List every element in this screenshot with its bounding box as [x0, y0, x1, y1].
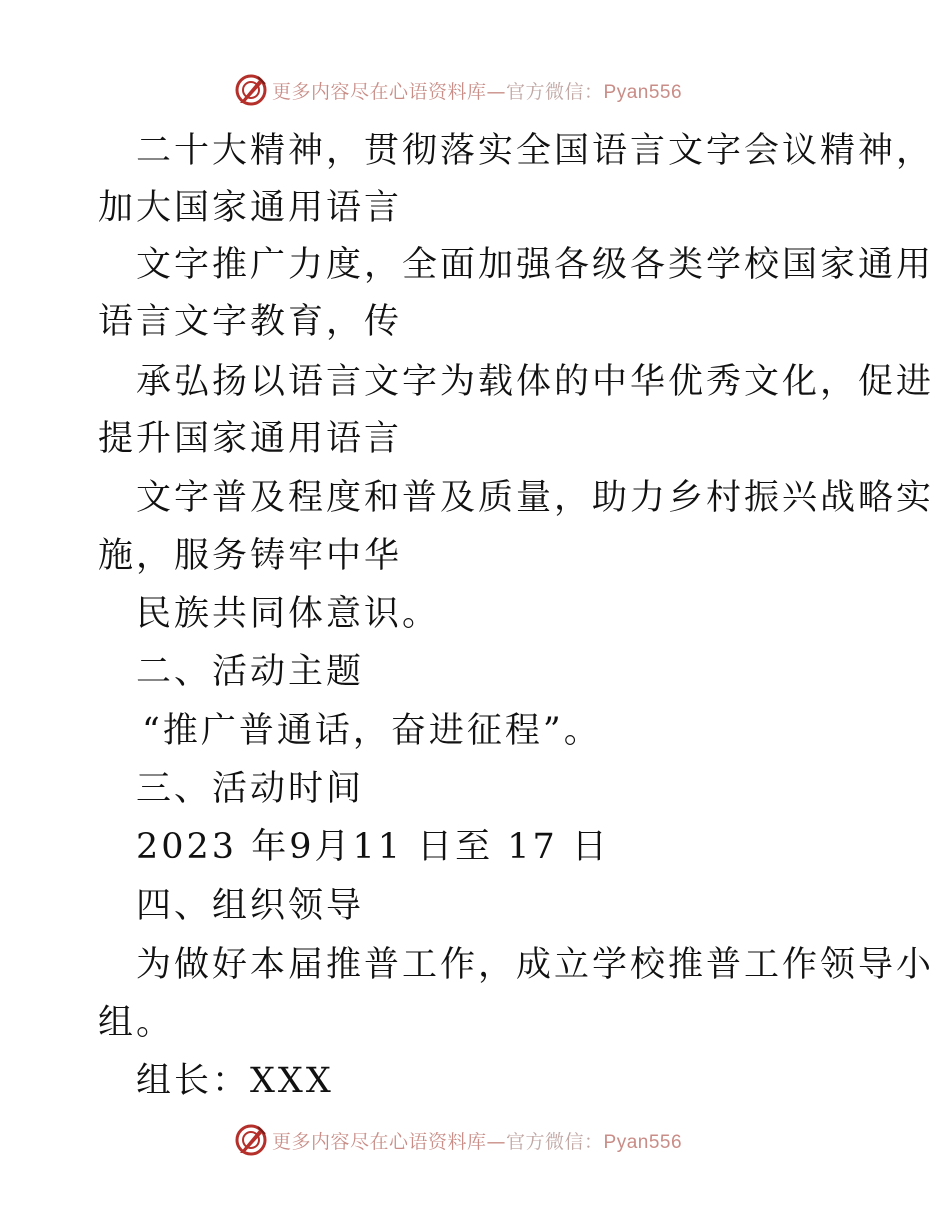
text-line-7: 文字普及程度和普及质量，助力乡村振兴战略实: [136, 478, 935, 518]
footer-watermark: [234, 1120, 682, 1160]
activity-dates: 2023 年9月11 日至 17 日: [136, 827, 610, 867]
watermark-wechat-id: Pyan556: [603, 1131, 683, 1153]
watermark-sub-text: 官方微信：: [506, 80, 604, 103]
team-leader-line: 组长：XXX: [136, 1061, 334, 1101]
text-line-3: 文字推广力度，全面加强各级各类学校国家通用: [136, 245, 935, 285]
watermark-dash: —: [486, 80, 507, 103]
theme-slogan: “推广普通话，奋进征程”。: [142, 711, 602, 751]
section-heading-organization: 四、组织领导: [136, 886, 365, 926]
watermark-wechat-id: Pyan556: [603, 81, 683, 103]
text-line-5: 承弘扬以语言文字为载体的中华优秀文化，促进: [136, 362, 935, 402]
text-line-4: 语言文字教育，传: [98, 302, 403, 342]
quill-logo-icon: [234, 73, 268, 107]
section-heading-theme: 二、活动主题: [136, 652, 365, 692]
text-line-6: 提升国家通用语言: [98, 419, 403, 459]
text-line-16: 组。: [98, 1003, 175, 1043]
watermark-main-text: 更多内容尽在心语资料库: [272, 1130, 487, 1153]
text-line-8: 施，服务铸牢中华: [98, 536, 403, 576]
text-line-2: 加大国家通用语言: [98, 188, 403, 228]
text-line-9: 民族共同体意识。: [136, 594, 441, 634]
watermark-sub-text: 官方微信：: [506, 1130, 604, 1153]
watermark-dash: —: [486, 1130, 507, 1153]
watermark-main-text: 更多内容尽在心语资料库: [272, 80, 487, 103]
text-line-1: 二十大精神，贯彻落实全国语言文字会议精神，: [136, 131, 935, 171]
header-watermark: [234, 70, 682, 110]
section-heading-time: 三、活动时间: [136, 769, 365, 809]
text-line-15: 为做好本届推普工作，成立学校推普工作领导小: [136, 945, 935, 985]
quill-logo-icon: [234, 1123, 268, 1157]
